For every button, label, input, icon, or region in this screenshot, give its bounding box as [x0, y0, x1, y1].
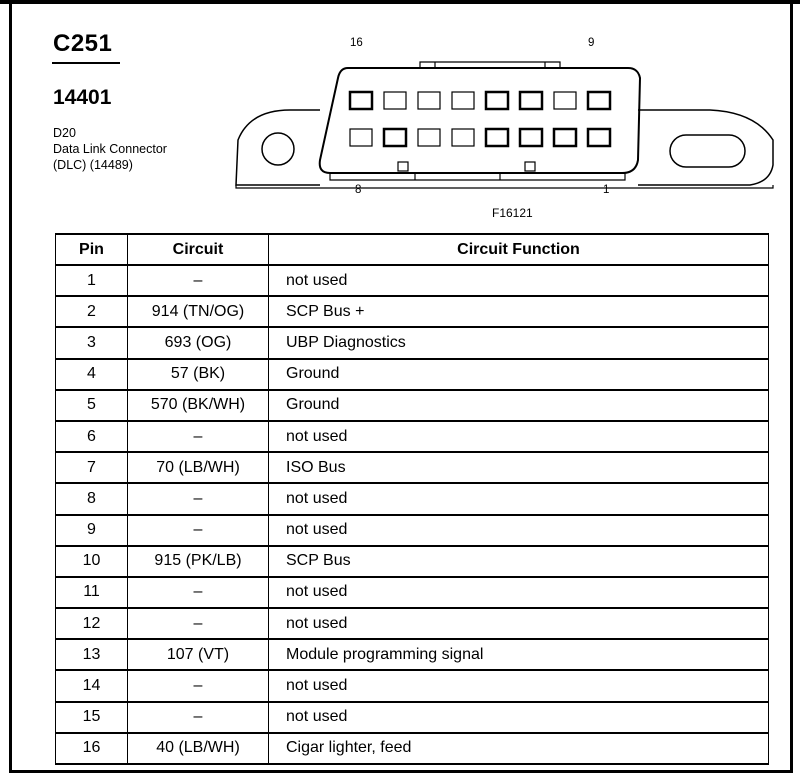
cell-function: UBP Diagnostics — [269, 327, 769, 358]
pin-socket — [588, 129, 610, 146]
right-mount-slot — [670, 135, 745, 167]
pinout-table — [55, 233, 769, 765]
table-row — [56, 702, 769, 733]
table-row — [56, 452, 769, 483]
header-function: Circuit Function — [269, 234, 769, 265]
cell-circuit: – — [128, 483, 269, 514]
cell-circuit: – — [128, 670, 269, 701]
header-pin: Pin — [56, 234, 128, 265]
table-row — [56, 608, 769, 639]
bottom-pin-row — [350, 129, 610, 146]
pin-socket — [350, 92, 372, 109]
left-mounting-ear — [236, 110, 320, 185]
pin-socket — [452, 92, 474, 109]
table-row — [56, 670, 769, 701]
cell-circuit: 57 (BK) — [128, 359, 269, 390]
cell-function: not used — [269, 421, 769, 452]
connector-description — [53, 125, 167, 173]
left-mount-hole — [262, 133, 294, 165]
header-circuit: Circuit — [128, 234, 269, 265]
cell-circuit: 70 (LB/WH) — [128, 452, 269, 483]
pin-socket — [418, 92, 440, 109]
table-row — [56, 577, 769, 608]
connector-id: C251 — [53, 30, 113, 57]
cell-function: not used — [269, 577, 769, 608]
cell-circuit: 570 (BK/WH) — [128, 390, 269, 421]
cell-pin: 4 — [56, 359, 128, 390]
cell-function: SCP Bus — [269, 546, 769, 577]
table-row — [56, 733, 769, 764]
cell-pin: 8 — [56, 483, 128, 514]
cell-function: Ground — [269, 359, 769, 390]
cell-pin: 9 — [56, 515, 128, 546]
cell-function: not used — [269, 265, 769, 296]
pin-socket — [554, 129, 576, 146]
connector-diagram — [230, 30, 785, 225]
cell-pin: 7 — [56, 452, 128, 483]
table-row — [56, 546, 769, 577]
table-row — [56, 483, 769, 514]
connector-body-outer — [320, 68, 640, 173]
description-line: Data Link Connector — [53, 142, 167, 156]
cell-pin: 2 — [56, 296, 128, 327]
pin-socket — [486, 129, 508, 146]
cell-pin: 1 — [56, 265, 128, 296]
cell-circuit: 40 (LB/WH) — [128, 733, 269, 764]
table-row — [56, 265, 769, 296]
table-header-row — [56, 234, 769, 265]
pin-label-1: 1 — [603, 184, 610, 196]
cell-circuit: – — [128, 515, 269, 546]
pin-socket — [486, 92, 508, 109]
pin-label-8: 8 — [355, 184, 362, 196]
pin-socket — [418, 129, 440, 146]
cell-pin: 16 — [56, 733, 128, 764]
cell-circuit: – — [128, 702, 269, 733]
cell-circuit: – — [128, 608, 269, 639]
cell-function: not used — [269, 483, 769, 514]
cell-function: Ground — [269, 390, 769, 421]
table-row — [56, 390, 769, 421]
cell-circuit: 693 (OG) — [128, 327, 269, 358]
cell-circuit: – — [128, 577, 269, 608]
pin-socket — [452, 129, 474, 146]
table-row — [56, 296, 769, 327]
cell-function: not used — [269, 515, 769, 546]
cell-function: Cigar lighter, feed — [269, 733, 769, 764]
pin-socket — [588, 92, 610, 109]
pin-label-9: 9 — [588, 37, 595, 49]
cell-pin: 15 — [56, 702, 128, 733]
cell-function: Module programming signal — [269, 639, 769, 670]
description-line: (DLC) (14489) — [53, 158, 133, 172]
table-row — [56, 639, 769, 670]
cell-pin: 11 — [56, 577, 128, 608]
connector-bottom-nub — [525, 162, 535, 171]
table-row — [56, 327, 769, 358]
cell-pin: 10 — [56, 546, 128, 577]
cell-function: SCP Bus + — [269, 296, 769, 327]
cell-circuit: 915 (PK/LB) — [128, 546, 269, 577]
connector-skirt — [330, 173, 625, 180]
pin-label-16: 16 — [350, 37, 363, 49]
table-row — [56, 421, 769, 452]
cell-circuit: – — [128, 421, 269, 452]
pin-socket — [520, 92, 542, 109]
cell-pin: 3 — [56, 327, 128, 358]
cell-pin: 5 — [56, 390, 128, 421]
cell-circuit: – — [128, 265, 269, 296]
connector-id-underline — [52, 62, 120, 64]
cell-pin: 6 — [56, 421, 128, 452]
table-row — [56, 359, 769, 390]
description-line: D20 — [53, 126, 76, 140]
cell-function: not used — [269, 702, 769, 733]
pin-socket — [384, 129, 406, 146]
cell-function: not used — [269, 670, 769, 701]
connector-bottom-nub — [398, 162, 408, 171]
right-mounting-ear — [638, 110, 773, 185]
part-number: 14401 — [53, 86, 112, 109]
pin-socket — [520, 129, 542, 146]
cell-pin: 12 — [56, 608, 128, 639]
table-row — [56, 515, 769, 546]
top-pin-row — [350, 92, 610, 109]
pin-socket — [350, 129, 372, 146]
cell-pin: 13 — [56, 639, 128, 670]
cell-function: not used — [269, 608, 769, 639]
pin-socket — [384, 92, 406, 109]
cell-function: ISO Bus — [269, 452, 769, 483]
cell-circuit: 107 (VT) — [128, 639, 269, 670]
cell-pin: 14 — [56, 670, 128, 701]
pin-socket — [554, 92, 576, 109]
figure-reference: F16121 — [492, 206, 533, 220]
cell-circuit: 914 (TN/OG) — [128, 296, 269, 327]
